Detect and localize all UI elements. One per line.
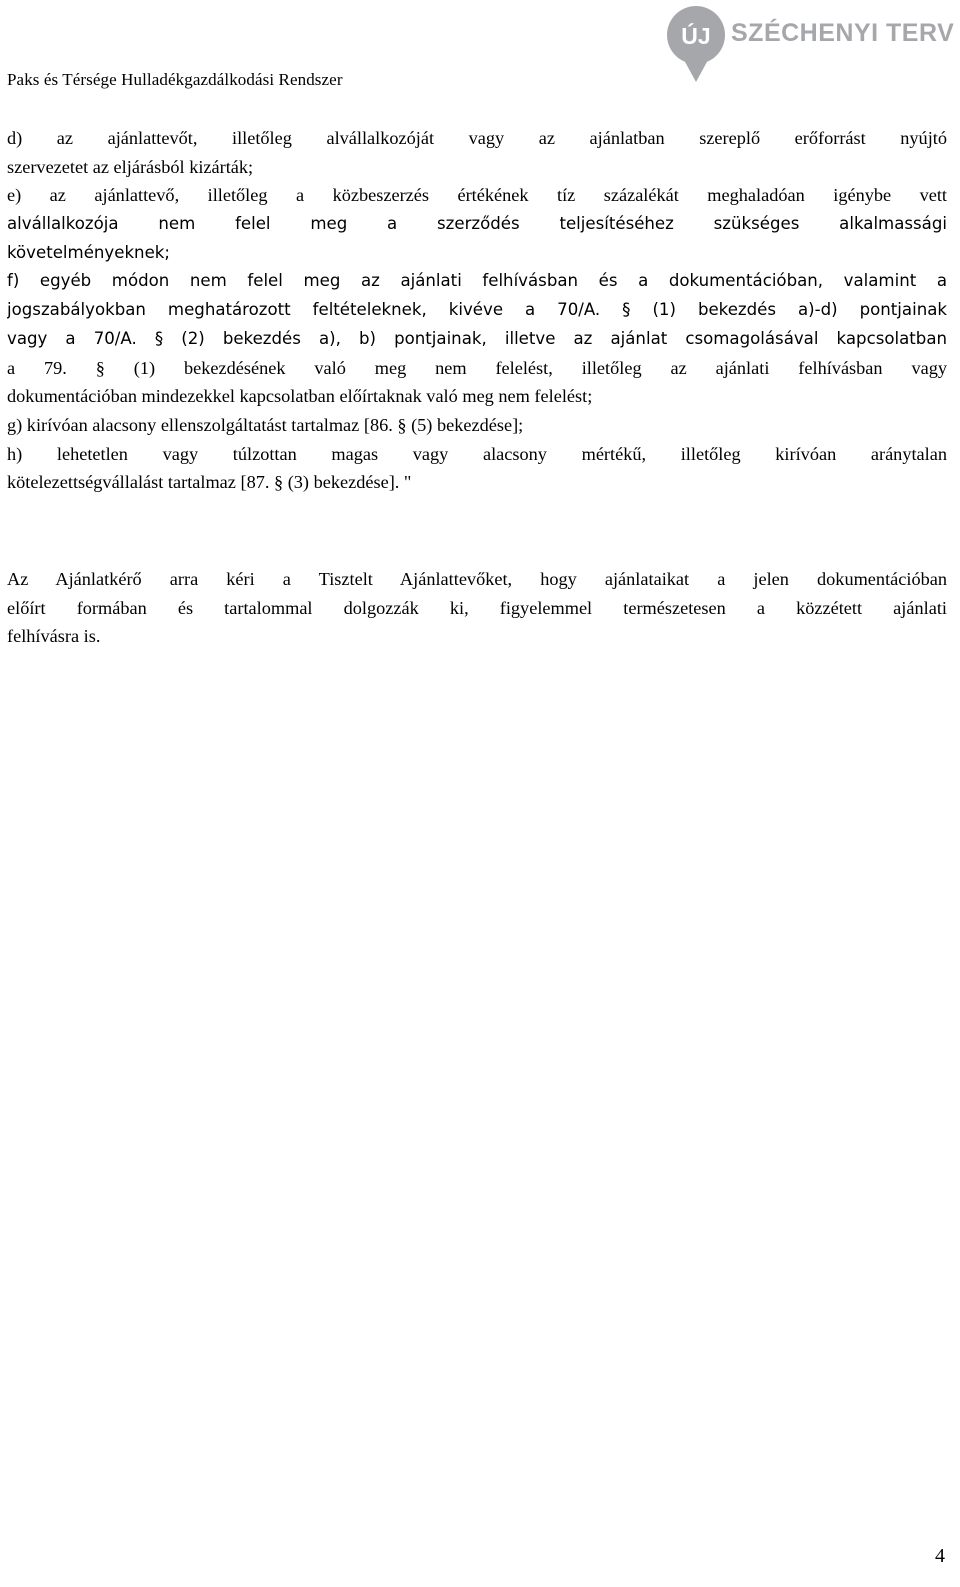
logo-brand-text: SZÉCHENYI TERV <box>731 19 955 47</box>
text-line: g) kirívóan alacsony ellenszolgáltatást tartalmaz [86. § (5) bekezdése]; <box>7 414 524 435</box>
text-line: kötelezettségvállalást tartalmaz [87. § (3) bekezdése]. " <box>7 472 412 493</box>
document-header-organization: Paks és Térsége Hulladékgazdálkodási Rendszer <box>7 70 343 89</box>
text-line: d) az ajánlattevőt, illetőleg alvállalkozóját vagy az ajánlatban szereplő erőforrást nyújtó <box>7 128 947 148</box>
request-paragraph <box>7 565 947 651</box>
text-line: e) az ajánlattevő, illetőleg a közbeszerzés értékének tíz százalékát meghaladóan igénybe vett <box>7 185 947 206</box>
text-line: dokumentációban mindezekkel kapcsolatban előírtaknak való meg nem felelést; <box>7 386 593 407</box>
text-line: vagy a 70/A. § (2) bekezdés a), b) pontjainak, illetve az ajánlat csomagolásával kapcsolatban <box>7 328 947 348</box>
text-line: a 79. § (1) bekezdésének való meg nem felelést, illetőleg az ajánlati felhívásban vagy <box>7 357 947 378</box>
text-line: h) lehetetlen vagy túlzottan magas vagy alacsony mértékű, illetőleg kirívóan aránytalan <box>7 443 947 464</box>
text-line: alvállalkozója nem felel meg a szerződés teljesítéséhez szükséges alkalmassági <box>7 214 947 234</box>
text-line: felhívásra is. <box>7 626 101 647</box>
szechenyi-terv-logo <box>666 2 956 88</box>
text-line: f) egyéb módon nem felel meg az ajánlati felhívásban és a dokumentációban, valamint a <box>7 271 947 291</box>
legal-conditions-paragraph <box>7 124 947 497</box>
text-line: előírt formában és tartalommal dolgozzák ki, figyelemmel természetesen a közzétett ajánlati <box>7 597 947 618</box>
text-line: követelményeknek; <box>7 242 170 262</box>
text-line: szervezetet az eljárásból kizárták; <box>7 156 254 177</box>
page-number: 4 <box>935 1545 945 1567</box>
text-line: Az Ajánlatkérő arra kéri a Tisztelt Ajánlattevőket, hogy ajánlataikat a jelen dokumentációban <box>7 569 947 589</box>
text-line: jogszabályokban meghatározott feltételeknek, kivéve a 70/A. § (1) bekezdés a)-d) pontjainak <box>7 300 947 320</box>
logo-mark-text: ÚJ <box>681 23 711 49</box>
